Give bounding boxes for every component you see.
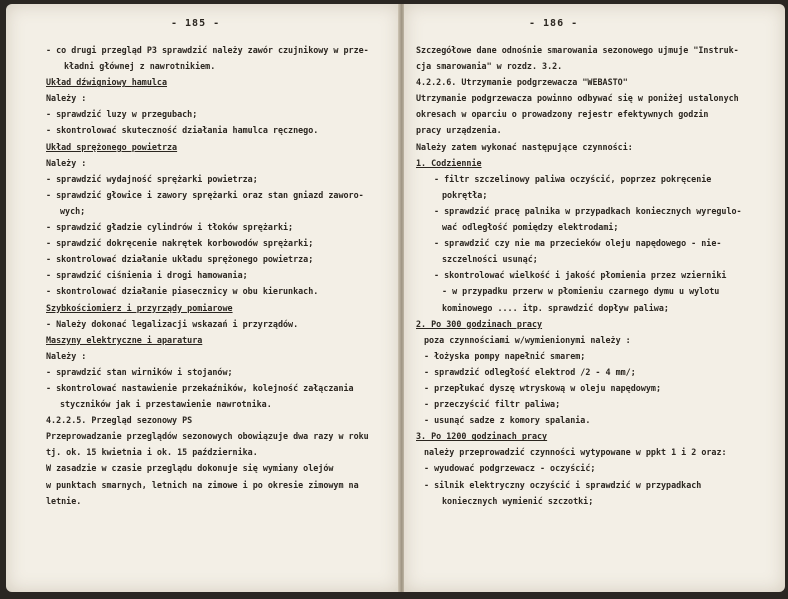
text-line: - skontrolować działanie piasecznicy w obu kierunkach. xyxy=(46,286,319,297)
text-line: W zasadzie w czasie przeglądu dokonuje się wymiany olejów xyxy=(46,463,334,474)
text-line: Należy zatem wykonać następujące czynności: xyxy=(416,141,633,152)
text-line: w punktach smarnych, letnich na zimowe i po okresie zimowym na xyxy=(46,479,359,490)
text-line: kładni głównej z nawrotnikiem. xyxy=(64,61,216,72)
text-line: - skontrolować wielkość i jakość płomienia przez wzierniki xyxy=(434,270,727,281)
section-heading: 2. Po 300 godzinach pracy xyxy=(416,318,543,329)
text-line: kominowego .... itp. sprawdzić dopływ paliwa; xyxy=(442,302,669,313)
text-line: pokrętła; xyxy=(442,189,488,200)
text-line: - Należy dokonać legalizacji wskazań i przyrządów. xyxy=(46,318,299,329)
text-line: należy przeprowadzić czynności wytypowane w ppkt 1 i 2 oraz: xyxy=(424,447,727,458)
text-line: cja smarowania" w rozdz. 3.2. xyxy=(416,61,563,72)
text-line: - silnik elektryczny oczyścić i sprawdzić w przypadkach xyxy=(424,479,702,490)
section-heading: Maszyny elektryczne i aparatura xyxy=(46,334,203,345)
page-number-right: - 186 - xyxy=(529,18,579,29)
text-line: szczelności usunąć; xyxy=(442,254,538,265)
text-line: - sprawdzić pracę palnika w przypadkach koniecznych wyregulo- xyxy=(434,205,742,216)
text-line: - sprawdzić luzy w przegubach; xyxy=(46,109,198,120)
text-line: - filtr szczelinowy paliwa oczyścić, poprzez pokręcenie xyxy=(434,173,712,184)
text-line: okresach w oparciu o prowadzony rejestr efektywnych godzin xyxy=(416,109,709,120)
text-line: letnie. xyxy=(46,495,82,506)
right-page-text xyxy=(416,42,776,509)
text-line: poza czynnościami w/wymienionymi należy : xyxy=(424,334,631,345)
text-line: Należy : xyxy=(46,350,87,361)
section-heading: Układ dźwigniowy hamulca xyxy=(46,77,168,88)
text-line: koniecznych wymienić szczotki; xyxy=(442,495,594,506)
text-line: Przeprowadzanie przeglądów sezonowych obowiązuje dwa razy w roku xyxy=(46,431,369,442)
text-line: - przepłukać dyszę wtryskową w oleju napędowym; xyxy=(424,382,661,393)
text-line: tj. ok. 15 kwietnia i ok. 15 października. xyxy=(46,447,258,458)
text-line: - co drugi przegląd P3 sprawdzić należy zawór czujnikowy w prze- xyxy=(46,45,369,55)
text-line: - sprawdzić odległość elektrod /2 - 4 mm/; xyxy=(424,366,636,377)
section-heading: 1. Codziennie xyxy=(416,157,482,168)
text-line: - sprawdzić czy nie ma przecieków oleju napędowego - nie- xyxy=(434,238,722,249)
text-line: Szczegółowe dane odnośnie smarowania sezonowego ujmuje "Instruk- xyxy=(416,45,739,55)
text-line: - sprawdzić ciśnienia i drogi hamowania; xyxy=(46,270,248,281)
text-line: - skontrolować skuteczność działania hamulca ręcznego. xyxy=(46,125,319,136)
text-line: - sprawdzić dokręcenie nakrętek korbowodów sprężarki; xyxy=(46,238,314,249)
text-line: Należy : xyxy=(46,93,87,104)
section-heading: 3. Po 1200 godzinach pracy xyxy=(416,431,548,442)
text-line: - skontrolować działanie układu sprężonego powietrza; xyxy=(46,254,314,265)
text-line: Należy : xyxy=(46,157,87,168)
text-line: wych; xyxy=(60,205,86,216)
text-line: styczników jak i przestawienie nawrotnika. xyxy=(60,399,272,410)
text-line: - w przypadku przerw w płomieniu czarnego dymu u wylotu xyxy=(442,286,720,297)
page-number-left: - 185 - xyxy=(171,18,221,29)
text-line: - łożyska pompy napełnić smarem; xyxy=(424,350,586,361)
text-line: 4.2.2.5. Przegląd sezonowy PS xyxy=(46,415,193,426)
text-line: - sprawdzić głowice i zawory sprężarki oraz stan gniazd zaworo- xyxy=(46,189,364,200)
text-line: - przeczyścić filtr paliwa; xyxy=(424,399,561,410)
text-line: wać odległość pomiędzy elektrodami; xyxy=(442,222,619,233)
text-line: - sprawdzić wydajność sprężarki powietrza; xyxy=(46,173,258,184)
right-page xyxy=(404,4,785,592)
text-line: - usunąć sadze z komory spalania. xyxy=(424,415,591,426)
text-line: - sprawdzić stan wirników i stojanów; xyxy=(46,366,233,377)
text-line: - sprawdzić gładzie cylindrów i tłoków sprężarki; xyxy=(46,222,294,233)
text-line: - wyudować podgrzewacz - oczyścić; xyxy=(424,463,596,474)
section-heading: Szybkościomierz i przyrządy pomiarowe xyxy=(46,302,233,313)
text-line: 4.2.2.6. Utrzymanie podgrzewacza "WEBASTO" xyxy=(416,77,628,88)
left-page xyxy=(6,4,400,592)
text-line: Utrzymanie podgrzewacza powinno odbywać się w poniżej ustalonych xyxy=(416,93,739,104)
left-page-text xyxy=(46,42,391,509)
section-heading: Układ sprężonego powietrza xyxy=(46,141,178,152)
text-line: pracy urządzenia. xyxy=(416,125,502,136)
text-line: - skontrolować nastawienie przekaźników, kolejność załączania xyxy=(46,382,354,393)
